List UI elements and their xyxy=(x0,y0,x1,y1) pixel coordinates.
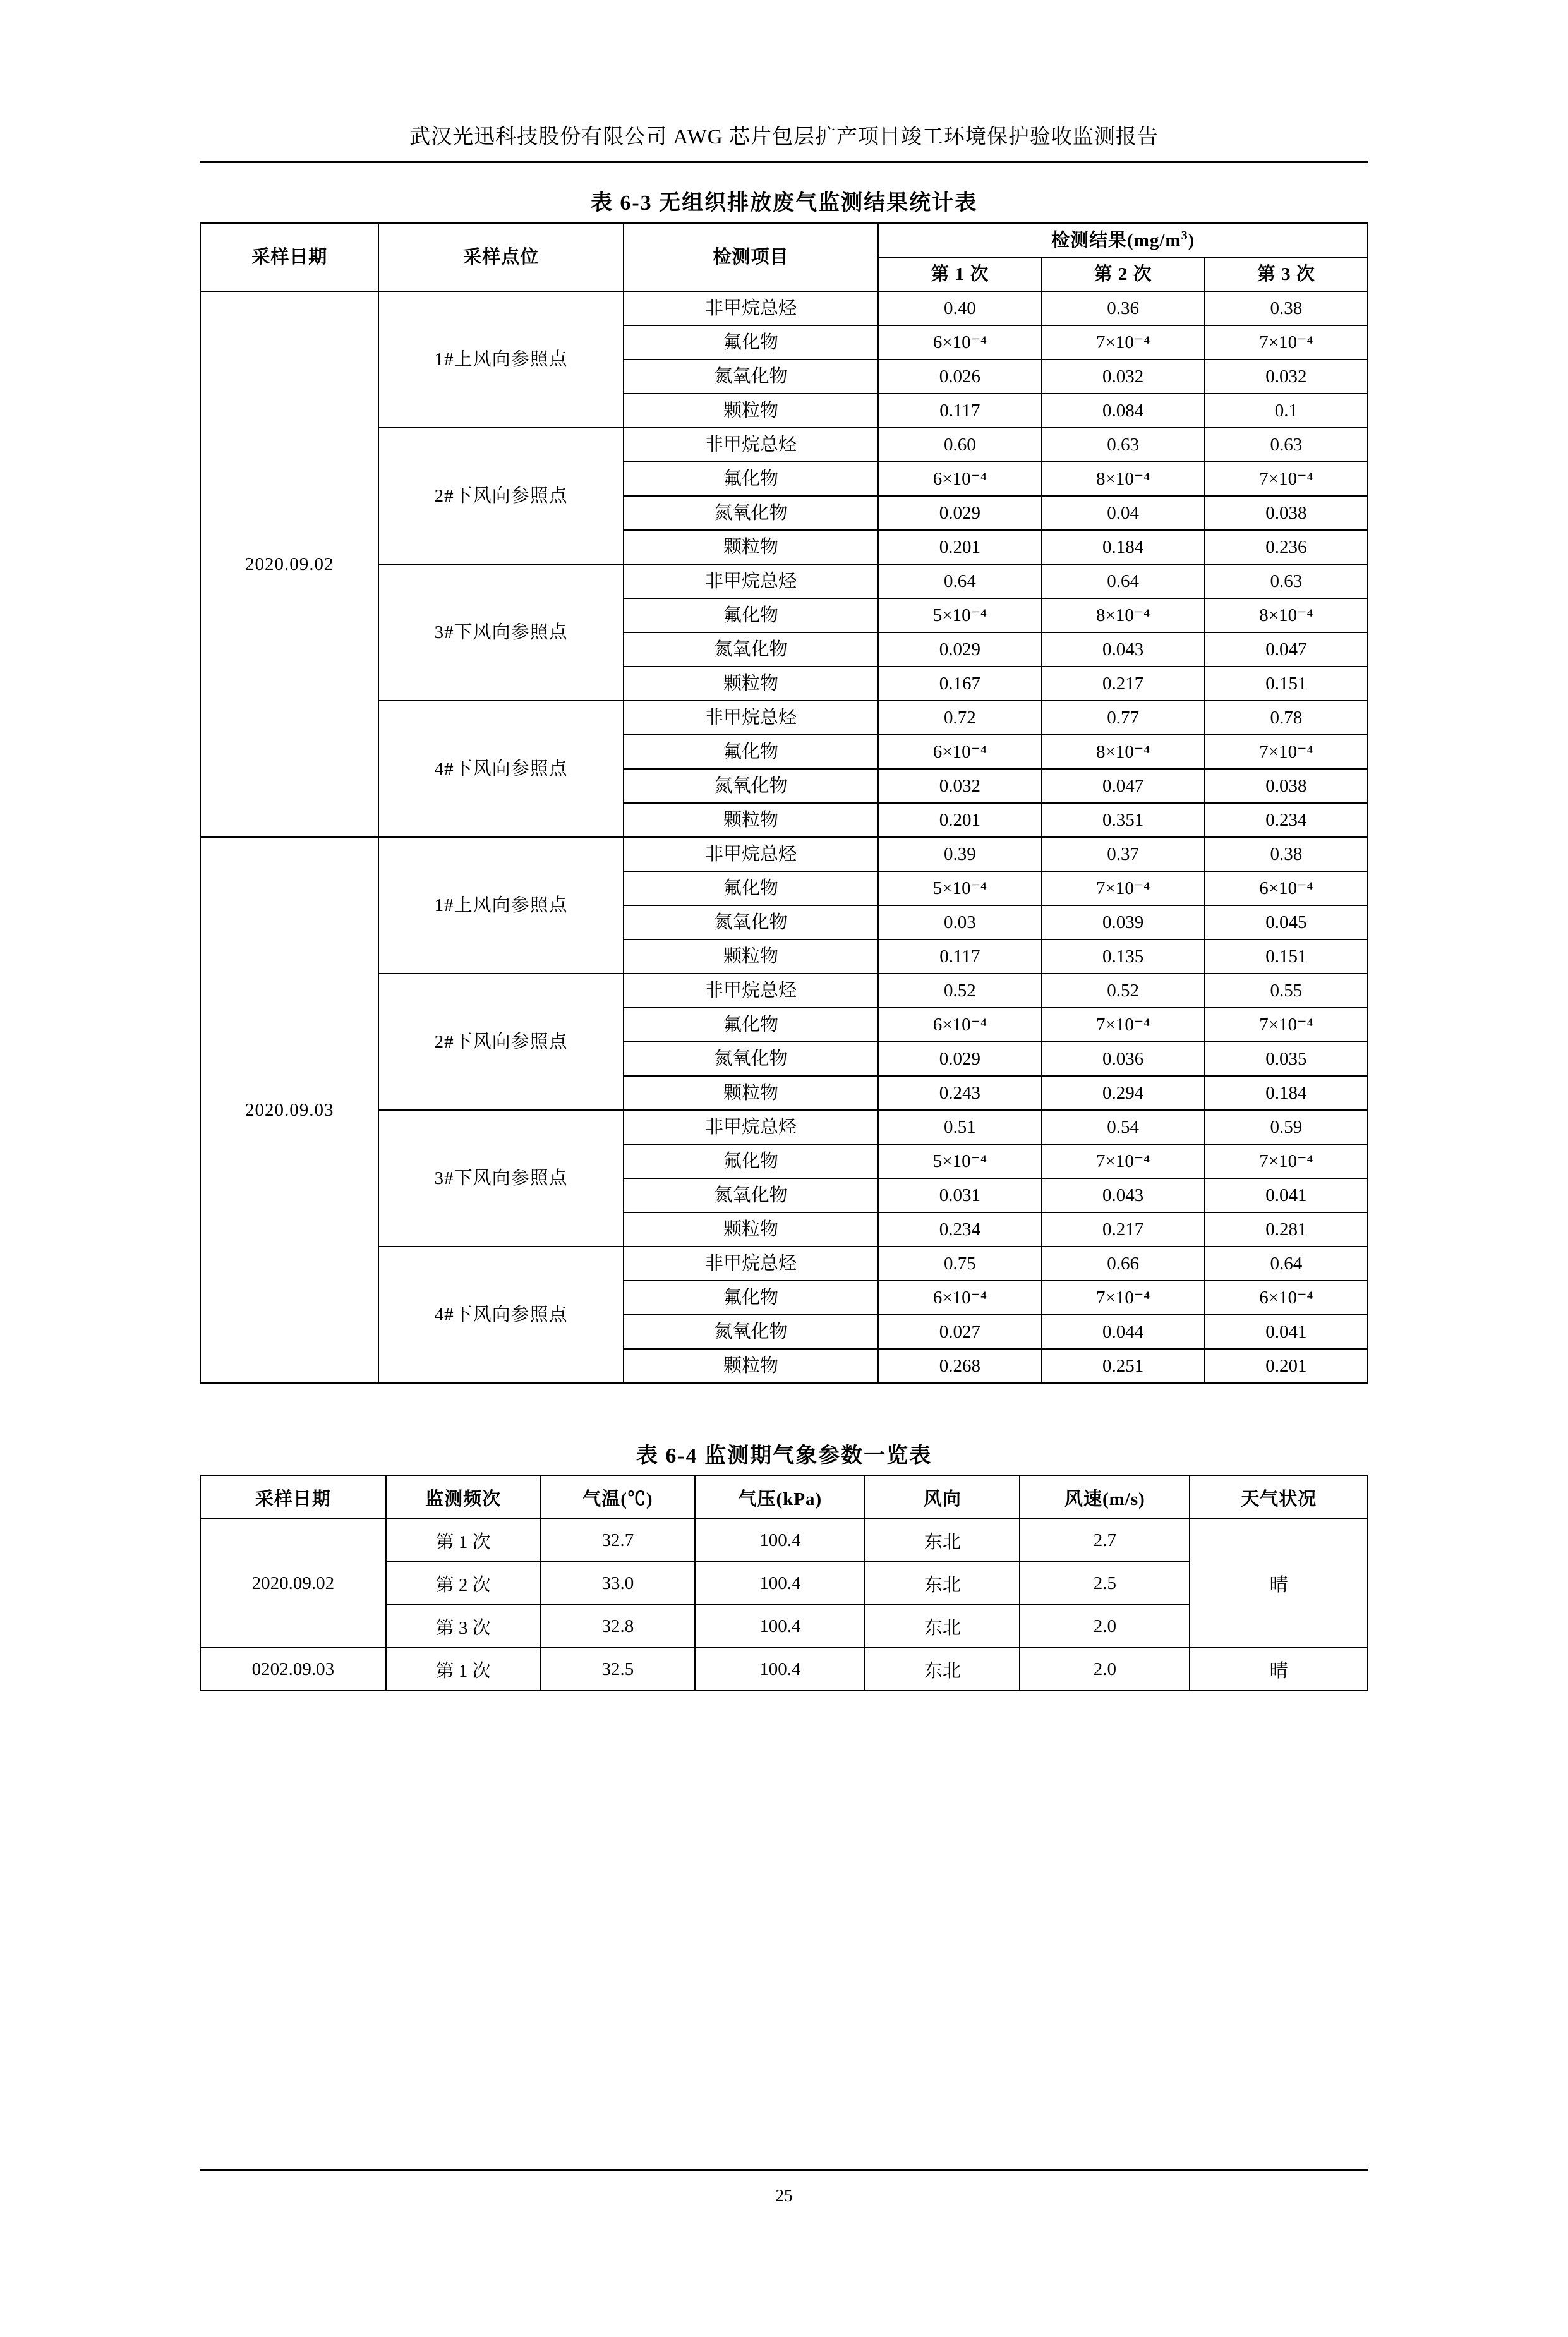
cell-value-2: 0.036 xyxy=(1042,1042,1205,1076)
table-row xyxy=(200,291,1368,325)
cell-value-1: 0.234 xyxy=(878,1212,1041,1247)
cell-value-2: 7×10⁻⁴ xyxy=(1042,1144,1205,1178)
cell-value-3: 0.038 xyxy=(1205,769,1368,803)
cell-value-2: 7×10⁻⁴ xyxy=(1042,325,1205,359)
cell-item: 氟化物 xyxy=(624,1008,878,1042)
document-page xyxy=(0,120,1568,2337)
cell-sampling-point: 3#下风向参照点 xyxy=(378,1110,623,1247)
col-header-4: 风向 xyxy=(865,1476,1020,1519)
cell-value-3: 0.041 xyxy=(1205,1178,1368,1212)
cell-value-2: 0.251 xyxy=(1042,1349,1205,1383)
cell-value-2: 0.63 xyxy=(1042,428,1205,462)
cell-value-1: 0.031 xyxy=(878,1178,1041,1212)
table-gap xyxy=(200,1384,1368,1438)
cell-value-1: 0.40 xyxy=(878,291,1041,325)
cell-value-3: 0.201 xyxy=(1205,1349,1368,1383)
cell-value-1: 0.117 xyxy=(878,394,1041,428)
cell-frequency: 第 1 次 xyxy=(386,1519,541,1562)
cell-value-3: 6×10⁻⁴ xyxy=(1205,1281,1368,1315)
cell-sampling-date: 0202.09.03 xyxy=(200,1648,386,1691)
results-label-end: ) xyxy=(1188,230,1195,251)
cell-sampling-date: 2020.09.02 xyxy=(200,1519,386,1648)
cell-sampling-point: 1#上风向参照点 xyxy=(378,291,623,428)
cell-value-3: 0.59 xyxy=(1205,1110,1368,1144)
table-63-body xyxy=(200,291,1368,1383)
cell-value-3: 7×10⁻⁴ xyxy=(1205,325,1368,359)
document-header-title: 武汉光迅科技股份有限公司 AWG 芯片包层扩产项目竣工环境保护验收监测报告 xyxy=(409,126,1159,148)
cell-item: 颗粒物 xyxy=(624,803,878,837)
cell-value-2: 7×10⁻⁴ xyxy=(1042,1281,1205,1315)
cell-value-2: 7×10⁻⁴ xyxy=(1042,1008,1205,1042)
table-row xyxy=(200,1648,1368,1691)
table-64-body xyxy=(200,1519,1368,1691)
cell-value-2: 0.351 xyxy=(1042,803,1205,837)
cell-value-3: 0.041 xyxy=(1205,1315,1368,1349)
cell-value-3: 6×10⁻⁴ xyxy=(1205,871,1368,905)
cell-value-2: 0.37 xyxy=(1042,837,1205,871)
cell-value-3: 0.63 xyxy=(1205,428,1368,462)
cell-item: 非甲烷总烃 xyxy=(624,564,878,598)
cell-value-1: 0.201 xyxy=(878,803,1041,837)
cell-sampling-point: 2#下风向参照点 xyxy=(378,428,623,564)
cell-sampling-date: 2020.09.03 xyxy=(200,837,378,1383)
cell-value-1: 6×10⁻⁴ xyxy=(878,325,1041,359)
col-header-time-3: 第 3 次 xyxy=(1205,257,1368,291)
cell-wind-direction: 东北 xyxy=(865,1562,1020,1605)
cell-frequency: 第 1 次 xyxy=(386,1648,541,1691)
table-64 xyxy=(200,1475,1368,1691)
cell-item: 非甲烷总烃 xyxy=(624,1110,878,1144)
cell-pressure: 100.4 xyxy=(695,1648,865,1691)
cell-temperature: 33.0 xyxy=(540,1562,695,1605)
cell-item: 氟化物 xyxy=(624,598,878,632)
cell-item: 颗粒物 xyxy=(624,1212,878,1247)
cell-sampling-point: 1#上风向参照点 xyxy=(378,837,623,974)
cell-item: 氮氧化物 xyxy=(624,905,878,939)
table-row xyxy=(200,1519,1368,1562)
cell-value-1: 6×10⁻⁴ xyxy=(878,1008,1041,1042)
cell-frequency: 第 3 次 xyxy=(386,1605,541,1648)
table-row xyxy=(200,837,1368,871)
col-header-0: 采样日期 xyxy=(200,1476,386,1519)
cell-value-2: 8×10⁻⁴ xyxy=(1042,598,1205,632)
cell-value-3: 0.55 xyxy=(1205,974,1368,1008)
cell-value-3: 0.281 xyxy=(1205,1212,1368,1247)
cell-value-3: 0.63 xyxy=(1205,564,1368,598)
col-header-item: 检测项目 xyxy=(624,223,878,291)
cell-item: 氟化物 xyxy=(624,871,878,905)
col-header-point: 采样点位 xyxy=(378,223,623,291)
cell-wind-direction: 东北 xyxy=(865,1605,1020,1648)
col-header-5: 风速(m/s) xyxy=(1020,1476,1190,1519)
cell-item: 氟化物 xyxy=(624,735,878,769)
cell-value-2: 8×10⁻⁴ xyxy=(1042,735,1205,769)
cell-value-2: 0.217 xyxy=(1042,667,1205,701)
cell-value-1: 0.64 xyxy=(878,564,1041,598)
cell-value-3: 0.032 xyxy=(1205,359,1368,394)
cell-sampling-point: 2#下风向参照点 xyxy=(378,974,623,1110)
table-63-title: 表 6-3 无组织排放废气监测结果统计表 xyxy=(590,191,978,215)
cell-sampling-point: 3#下风向参照点 xyxy=(378,564,623,701)
cell-value-1: 0.029 xyxy=(878,632,1041,667)
cell-item: 氟化物 xyxy=(624,1144,878,1178)
cell-wind-direction: 东北 xyxy=(865,1648,1020,1691)
cell-value-3: 0.1 xyxy=(1205,394,1368,428)
cell-weather: 晴 xyxy=(1190,1648,1368,1691)
col-header-results xyxy=(878,223,1368,257)
cell-item: 氮氧化物 xyxy=(624,769,878,803)
cell-pressure: 100.4 xyxy=(695,1562,865,1605)
cell-value-3: 0.151 xyxy=(1205,667,1368,701)
cell-value-3: 7×10⁻⁴ xyxy=(1205,462,1368,496)
cell-value-1: 0.72 xyxy=(878,701,1041,735)
cell-value-3: 0.234 xyxy=(1205,803,1368,837)
cell-wind-speed: 2.5 xyxy=(1020,1562,1190,1605)
cell-item: 氮氧化物 xyxy=(624,359,878,394)
cell-value-2: 8×10⁻⁴ xyxy=(1042,462,1205,496)
cell-value-1: 6×10⁻⁴ xyxy=(878,462,1041,496)
cell-value-3: 7×10⁻⁴ xyxy=(1205,1144,1368,1178)
cell-value-3: 0.38 xyxy=(1205,291,1368,325)
cell-value-2: 7×10⁻⁴ xyxy=(1042,871,1205,905)
cell-value-2: 0.64 xyxy=(1042,564,1205,598)
cell-temperature: 32.7 xyxy=(540,1519,695,1562)
results-unit-exponent: 3 xyxy=(1181,229,1188,243)
cell-value-2: 0.77 xyxy=(1042,701,1205,735)
cell-item: 氟化物 xyxy=(624,462,878,496)
cell-value-1: 5×10⁻⁴ xyxy=(878,598,1041,632)
col-header-1: 监测频次 xyxy=(386,1476,541,1519)
cell-value-1: 0.029 xyxy=(878,1042,1041,1076)
cell-value-1: 0.029 xyxy=(878,496,1041,530)
cell-item: 颗粒物 xyxy=(624,939,878,974)
cell-value-3: 0.78 xyxy=(1205,701,1368,735)
cell-value-1: 0.027 xyxy=(878,1315,1041,1349)
cell-value-1: 0.75 xyxy=(878,1247,1041,1281)
cell-value-2: 0.294 xyxy=(1042,1076,1205,1110)
cell-value-3: 0.038 xyxy=(1205,496,1368,530)
cell-value-1: 0.51 xyxy=(878,1110,1041,1144)
cell-value-1: 0.243 xyxy=(878,1076,1041,1110)
cell-wind-direction: 东北 xyxy=(865,1519,1020,1562)
cell-value-1: 0.117 xyxy=(878,939,1041,974)
cell-item: 非甲烷总烃 xyxy=(624,291,878,325)
cell-temperature: 32.5 xyxy=(540,1648,695,1691)
cell-item: 颗粒物 xyxy=(624,394,878,428)
cell-item: 非甲烷总烃 xyxy=(624,974,878,1008)
cell-value-2: 0.52 xyxy=(1042,974,1205,1008)
table-64-header-row xyxy=(200,1476,1368,1519)
footer-divider xyxy=(200,2166,1368,2171)
cell-value-2: 0.044 xyxy=(1042,1315,1205,1349)
cell-item: 氮氧化物 xyxy=(624,496,878,530)
page-number: 25 xyxy=(775,2186,793,2205)
cell-value-3: 7×10⁻⁴ xyxy=(1205,1008,1368,1042)
cell-item: 颗粒物 xyxy=(624,530,878,564)
cell-item: 氟化物 xyxy=(624,325,878,359)
cell-wind-speed: 2.0 xyxy=(1020,1648,1190,1691)
cell-sampling-point: 4#下风向参照点 xyxy=(378,701,623,837)
cell-value-3: 0.64 xyxy=(1205,1247,1368,1281)
cell-value-2: 0.135 xyxy=(1042,939,1205,974)
cell-value-2: 0.084 xyxy=(1042,394,1205,428)
cell-sampling-date: 2020.09.02 xyxy=(200,291,378,837)
cell-value-3: 0.38 xyxy=(1205,837,1368,871)
cell-weather: 晴 xyxy=(1190,1519,1368,1648)
cell-item: 颗粒物 xyxy=(624,1076,878,1110)
col-header-date: 采样日期 xyxy=(200,223,378,291)
cell-value-3: 8×10⁻⁴ xyxy=(1205,598,1368,632)
cell-value-2: 0.039 xyxy=(1042,905,1205,939)
cell-pressure: 100.4 xyxy=(695,1605,865,1648)
cell-item: 颗粒物 xyxy=(624,667,878,701)
cell-item: 氮氧化物 xyxy=(624,1042,878,1076)
cell-wind-speed: 2.0 xyxy=(1020,1605,1190,1648)
cell-pressure: 100.4 xyxy=(695,1519,865,1562)
cell-value-1: 0.032 xyxy=(878,769,1041,803)
col-header-3: 气压(kPa) xyxy=(695,1476,865,1519)
cell-item: 氟化物 xyxy=(624,1281,878,1315)
cell-value-1: 0.268 xyxy=(878,1349,1041,1383)
page-content xyxy=(200,166,1368,1691)
cell-value-2: 0.047 xyxy=(1042,769,1205,803)
cell-sampling-point: 4#下风向参照点 xyxy=(378,1247,623,1383)
cell-wind-speed: 2.7 xyxy=(1020,1519,1190,1562)
cell-value-3: 0.035 xyxy=(1205,1042,1368,1076)
cell-value-3: 0.045 xyxy=(1205,905,1368,939)
col-header-time-2: 第 2 次 xyxy=(1042,257,1205,291)
cell-item: 氮氧化物 xyxy=(624,632,878,667)
cell-item: 非甲烷总烃 xyxy=(624,701,878,735)
cell-value-1: 0.167 xyxy=(878,667,1041,701)
cell-item: 氮氧化物 xyxy=(624,1315,878,1349)
cell-value-2: 0.54 xyxy=(1042,1110,1205,1144)
table-63 xyxy=(200,222,1368,1384)
cell-value-1: 0.60 xyxy=(878,428,1041,462)
results-label: 检测结果(mg/m xyxy=(1051,230,1181,251)
cell-value-3: 0.047 xyxy=(1205,632,1368,667)
cell-value-2: 0.66 xyxy=(1042,1247,1205,1281)
cell-value-3: 0.184 xyxy=(1205,1076,1368,1110)
cell-item: 氮氧化物 xyxy=(624,1178,878,1212)
col-header-2: 气温(℃) xyxy=(540,1476,695,1519)
header-divider xyxy=(200,161,1368,166)
cell-value-2: 0.04 xyxy=(1042,496,1205,530)
cell-value-3: 0.236 xyxy=(1205,530,1368,564)
cell-item: 非甲烷总烃 xyxy=(624,837,878,871)
cell-value-1: 5×10⁻⁴ xyxy=(878,1144,1041,1178)
cell-value-1: 0.026 xyxy=(878,359,1041,394)
cell-value-1: 0.52 xyxy=(878,974,1041,1008)
cell-temperature: 32.8 xyxy=(540,1605,695,1648)
cell-value-1: 5×10⁻⁴ xyxy=(878,871,1041,905)
cell-value-2: 0.043 xyxy=(1042,632,1205,667)
cell-value-1: 0.03 xyxy=(878,905,1041,939)
cell-value-3: 0.151 xyxy=(1205,939,1368,974)
cell-item: 颗粒物 xyxy=(624,1349,878,1383)
cell-value-2: 0.36 xyxy=(1042,291,1205,325)
col-header-time-1: 第 1 次 xyxy=(878,257,1041,291)
cell-value-1: 6×10⁻⁴ xyxy=(878,735,1041,769)
cell-value-2: 0.043 xyxy=(1042,1178,1205,1212)
cell-item: 非甲烷总烃 xyxy=(624,1247,878,1281)
cell-value-1: 0.201 xyxy=(878,530,1041,564)
cell-value-2: 0.217 xyxy=(1042,1212,1205,1247)
cell-value-1: 6×10⁻⁴ xyxy=(878,1281,1041,1315)
cell-value-1: 0.39 xyxy=(878,837,1041,871)
cell-value-2: 0.032 xyxy=(1042,359,1205,394)
cell-item: 非甲烷总烃 xyxy=(624,428,878,462)
cell-frequency: 第 2 次 xyxy=(386,1562,541,1605)
cell-value-3: 7×10⁻⁴ xyxy=(1205,735,1368,769)
cell-value-2: 0.184 xyxy=(1042,530,1205,564)
table-64-title: 表 6-4 监测期气象参数一览表 xyxy=(636,1444,932,1468)
col-header-6: 天气状况 xyxy=(1190,1476,1368,1519)
